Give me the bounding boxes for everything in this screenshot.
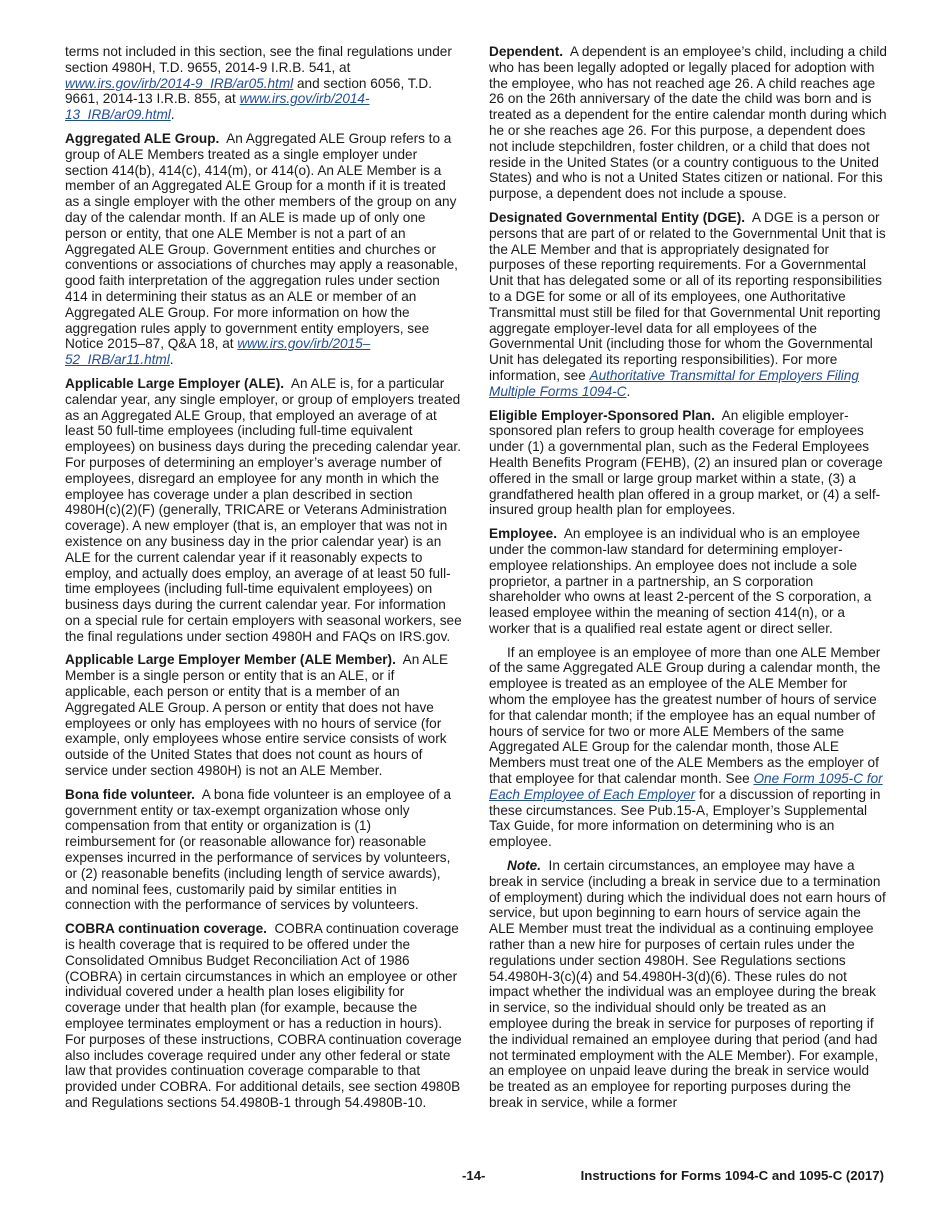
intro-paragraph bbox=[65, 44, 463, 123]
term-heading: Employee. bbox=[489, 526, 557, 542]
note-text: In certain circumstances, an employee may have a break in service (including a break in service due to a termination of employment) during which the individual does not earn hours of service, but upon beginning to earn hours of service again the ALE Member must treat the individual as a continuing employee rather than a new hire for purposes of certain rules under the regulations under section 4980H. See Regulations sections 54.4980H-3(c)(4) and 54.4980H-3(d)(6). These rules do not impact whether the individual was an employee during the break in service, so the individual should only be treated as an employee during the break in service for purposes of reporting if the individual remained an employee during that period (and had not terminated employment with the ALE Member). For example, an employee on unpaid leave during the break in service would be treated as an employee for reporting purposes during the break in service, while a former bbox=[489, 858, 886, 1110]
page-number: -14- bbox=[462, 1168, 486, 1183]
paragraph-text: If an employee is an employee of more than one ALE Member of the same Aggregated ALE Group during a calendar month, the employee is treated as an employee of the ALE Member for whom the employee has the greatest number of hours of service for that calendar month; if the employee has an equal number of hours of service for two or more ALE Members of the same Aggregated ALE Group for the calendar month, those ALE Members must treat one of the ALE Members as the employer of that employee for that calendar month. See bbox=[489, 644, 881, 787]
definition-text: An Aggregated ALE Group refers to a group of ALE Members treated as a single employer under section 414(b), 414(c), 414(m), or 414(o). An ALE Member is a member of an Aggregated ALE Group for a month if it is treated as a single employer with the other members of the group on any day of the calendar month. If an ALE is made up of only one person or entity, that one ALE Member is not a part of an Aggregated ALE Group. Government entities and churches or conventions or associations of churches may apply a reasonable, good faith interpretation of the aggregation rules under section 414 in determining their status as an ALE or member of an Aggregated ALE Group. For more information on how the aggregation rules apply to government entity employers, see Notice 2015–87, Q&A 18, at bbox=[65, 130, 458, 352]
definition-text: An ALE Member is a single person or entity that is an ALE, or if applicable, each person or entity that is a member of an Aggregated ALE Group. A person or entity that does not have employees or only has employees with no hours of service (for example, only employees whose entire service consists of work outside of the United States that does not count as hours of service under section 4980H) is not an ALE Member. bbox=[65, 652, 449, 779]
definition-ale-member bbox=[65, 652, 463, 778]
definition-bona-fide-volunteer bbox=[65, 787, 463, 913]
intro-text-3: . bbox=[170, 107, 175, 123]
note-paragraph bbox=[489, 858, 887, 1111]
irb-link-2014-9[interactable]: www.irs.gov/irb/2014-9_IRB/ar05.html bbox=[65, 75, 294, 91]
term-heading: Designated Governmental Entity (DGE). bbox=[489, 209, 746, 225]
definition-cobra bbox=[65, 921, 463, 1111]
definition-text: A DGE is a person or persons that are part of or related to the Governmental Unit that is the ALE Member and that is appropriately designated for purposes of these reporting requirements. For a Governmental Unit that has delegated some or all of its reporting responsibilities to a DGE for some or all of its employees, one Authoritative Transmittal must still be filed for that Governmental Unit reporting aggregate employer-level data for all employees of the Governmental Unit (including those for whom the Governmental Unit has delegated its reporting responsibilities). For more information, see bbox=[489, 209, 886, 383]
authoritative-transmittal-link[interactable]: Authoritative Transmittal for Employers Filing Multiple Forms 1094-C bbox=[489, 367, 859, 399]
term-heading: Dependent. bbox=[489, 44, 564, 59]
note-label: Note. bbox=[507, 858, 541, 874]
irb-link-2014-13[interactable]: www.irs.gov/irb/2014-13_IRB/ar09.html bbox=[65, 91, 370, 123]
term-heading: Eligible Employer-Sponsored Plan. bbox=[489, 407, 715, 423]
term-heading: Bona fide volunteer. bbox=[65, 786, 195, 802]
definition-tail: . bbox=[169, 352, 174, 368]
page-footer bbox=[0, 1168, 950, 1188]
left-column bbox=[65, 44, 463, 1119]
irb-link-2015-52[interactable]: www.irs.gov/irb/2015–52_IRB/ar11.html bbox=[65, 336, 371, 368]
definition-text: A bona fide volunteer is an employee of a government entity or tax-exempt organization whose only compensation from that entity or organization is (1) reimbursement for (or reasonable allowance for) reasonable expenses incurred in the performance of services by volunteers, or (2) reasonable benefits (including length of service awards), and nominal fees, customarily paid by similar entities in connection with the performance of services by volunteers. bbox=[65, 786, 452, 913]
definition-text: COBRA continuation coverage is health coverage that is required to be offered under the Consolidated Omnibus Budget Reconciliation Act of 1986 (COBRA) in certain circumstances in which an employee or other individual covered under a health plan loses eligibility for coverage under that health plan (for example, because the employee terminates employment or has a reduction in hours). For purposes of these instructions, COBRA continuation coverage also includes coverage required under any other federal or state law that provides continuation coverage comparable to that provided under COBRA. For additional details, see section 4980B and Regulations sections 54.4980B-1 through 54.4980B-10. bbox=[65, 921, 462, 1110]
definition-text: A dependent is an employee’s child, including a child who has been legally adopted or legally placed for adoption with the employee, who has not reached age 26. A child reaches age 26 on the 26th anniversary of the date the child was born and is treated as a dependent for the entire calendar month during which he or she reaches age 26. For this purpose, a dependent does not include stepchildren, foster children, or a child that does not reside in the United States (or a country contiguous to the United States) and who is not a United States citizen or national. For this purpose, a dependent does not include a spouse. bbox=[489, 44, 887, 202]
definition-text: An ALE is, for a particular calendar year, any single employer, or group of employers treated as an Aggregated ALE Group, that employed an average of at least 50 full-time employees (including full-time equivalent employees) on business days during the preceding calendar year. For purposes of determining an employer’s average number of employees, disregard an employee for any month in which the employee has coverage under a plan described in section 4980H(c)(2)(F) (generally, TRICARE or Veterans Administration coverage). A new employer (that is, an employer that was not in existence on any business day in the prior calendar year) is an ALE for the current calendar year if it reasonably expects to employ, and actually does employ, an average of at least 50 full-time employees (including full-time equivalent employees) on business days during the current calendar year. For information on a special rule for certain employers with seasonal workers, see the final regulations under section 4980H and FAQs on IRS.gov. bbox=[65, 375, 462, 644]
one-form-1095c-link[interactable]: One Form 1095-C for Each Employee of Each Employer bbox=[489, 771, 883, 802]
definition-dge bbox=[489, 210, 887, 400]
term-heading: Aggregated ALE Group. bbox=[65, 130, 220, 146]
right-column bbox=[489, 44, 887, 1119]
definition-text: An eligible employer-sponsored plan refers to group health coverage for employees under (1) a governmental plan, such as the Federal Employees Health Benefits Program (FEHB), (2) an insured plan or coverage offered in the small or large group market within a state, (3) a grandfathered health plan offered in a group market, or (4) a self-insured group health plan for employees. bbox=[489, 407, 883, 518]
intro-text-2: and section 6056, T.D. 9661, 2014-13 I.R.B. 855, at bbox=[65, 75, 432, 107]
definition-ale bbox=[65, 376, 463, 645]
definition-dependent bbox=[489, 44, 887, 202]
definition-employee bbox=[489, 526, 887, 637]
term-heading: Applicable Large Employer Member (ALE Member). bbox=[65, 652, 396, 668]
term-heading: COBRA continuation coverage. bbox=[65, 921, 267, 937]
intro-text: terms not included in this section, see the final regulations under section 4980H, T.D. 9655, 2014-9 I.R.B. 541, at bbox=[65, 44, 452, 75]
multi-employer-paragraph bbox=[489, 645, 887, 850]
definition-aggregated-ale-group bbox=[65, 131, 463, 368]
paragraph-tail: for a discussion of reporting in these circumstances. See Pub.15-A, Employer’s Supplemental Tax Guide, for more information on determining who is an employee. bbox=[489, 786, 881, 850]
definition-tail: . bbox=[626, 383, 631, 399]
document-title: Instructions for Forms 1094-C and 1095-C (2017) bbox=[580, 1168, 884, 1183]
definition-text: An employee is an individual who is an employee under the common-law standard for determining employer-employee relationships. An employee does not include a sole proprietor, a partner in a partnership, an S corporation shareholder who owns at least 2-percent of the S corporation, a leased employee within the meaning of section 414(n), or a worker that is a qualified real estate agent or direct seller. bbox=[489, 526, 872, 636]
definition-eligible-employer-sponsored-plan bbox=[489, 408, 887, 519]
term-heading: Applicable Large Employer (ALE). bbox=[65, 375, 285, 391]
